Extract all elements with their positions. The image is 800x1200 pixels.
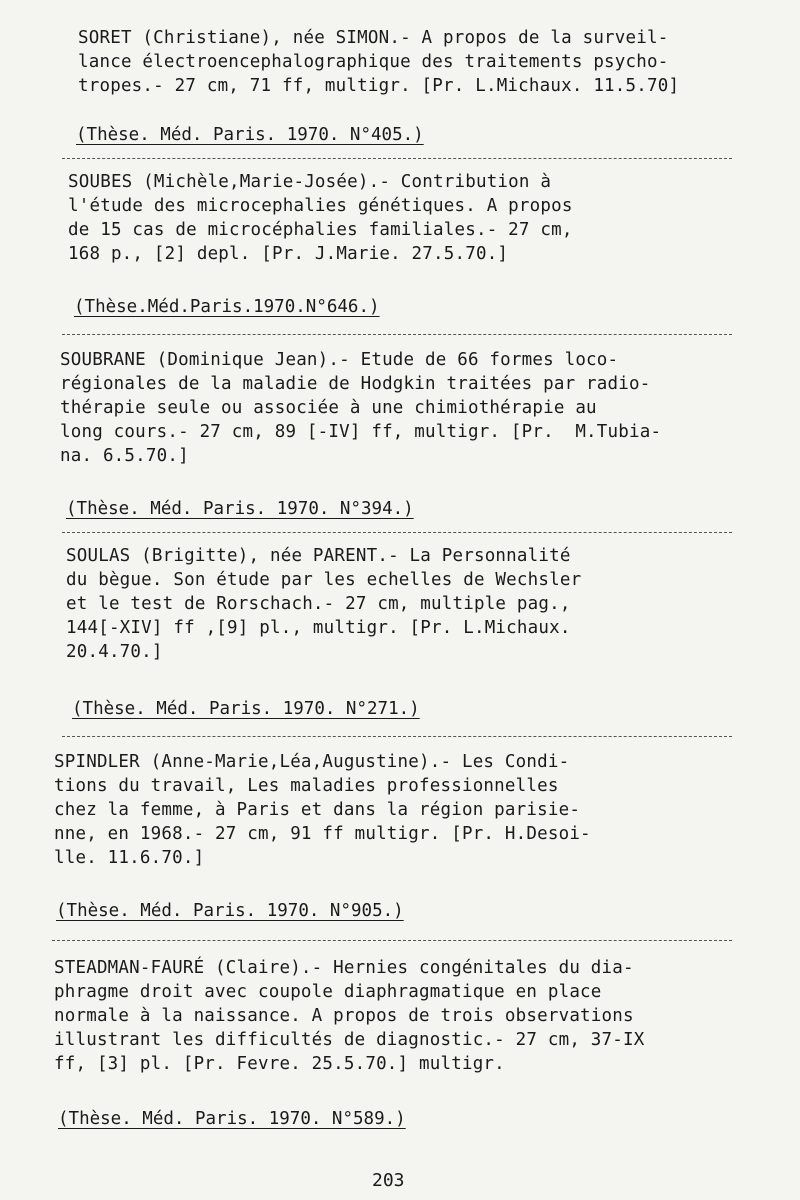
thesis-reference: (Thèse. Méd. Paris. 1970. N°405.) xyxy=(76,125,424,145)
thesis-entry-spindler xyxy=(54,750,591,870)
thesis-reference: (Thèse. Méd. Paris. 1970. N°271.) xyxy=(72,699,420,719)
divider xyxy=(62,334,732,335)
divider xyxy=(62,532,732,533)
entry-line: et le test de Rorschach.- 27 cm, multiple pag., xyxy=(66,594,571,614)
thesis-entry-soubes xyxy=(68,170,573,266)
entry-line: lance électroencephalographique des traitements psycho- xyxy=(78,52,669,72)
entry-line: SOUBRANE (Dominique Jean).- Etude de 66 formes loco- xyxy=(60,350,619,370)
entry-line: de 15 cas de microcéphalies familiales.- 27 cm, xyxy=(68,220,573,240)
thesis-reference: (Thèse. Méd. Paris. 1970. N°394.) xyxy=(66,499,414,519)
thesis-reference: (Thèse. Méd. Paris. 1970. N°589.) xyxy=(58,1109,406,1129)
entry-line: na. 6.5.70.] xyxy=(60,446,189,466)
entry-line: normale à la naissance. A propos de trois observations xyxy=(54,1006,634,1026)
thesis-reference: (Thèse. Méd. Paris. 1970. N°905.) xyxy=(56,901,404,921)
entry-line: nne, en 1968.- 27 cm, 91 ff multigr. [Pr. H.Desoi- xyxy=(54,824,591,844)
entry-line: l'étude des microcephalies génétiques. A propos xyxy=(68,196,573,216)
entry-line: STEADMAN-FAURÉ (Claire).- Hernies congénitales du dia- xyxy=(54,958,634,978)
entry-line: 144[-XIV] ff ,[9] pl., multigr. [Pr. L.Michaux. xyxy=(66,618,571,638)
entry-line: régionales de la maladie de Hodgkin traitées par radio- xyxy=(60,374,651,394)
entry-line: SOUBES (Michèle,Marie-Josée).- Contribution à xyxy=(68,172,552,192)
thesis-reference: (Thèse.Méd.Paris.1970.N°646.) xyxy=(74,297,380,317)
entry-line: tropes.- 27 cm, 71 ff, multigr. [Pr. L.Michaux. 11.5.70] xyxy=(78,76,680,96)
thesis-entry-soret xyxy=(78,26,679,98)
entry-line: tions du travail, Les maladies professionnelles xyxy=(54,776,559,796)
entry-line: SORET (Christiane), née SIMON.- A propos de la surveil- xyxy=(78,28,669,48)
divider xyxy=(62,736,732,737)
thesis-entry-soubrane xyxy=(60,348,661,468)
entry-line: SOULAS (Brigitte), née PARENT.- La Personnalité xyxy=(66,546,571,566)
thesis-entry-soulas xyxy=(66,544,581,664)
entry-line: long cours.- 27 cm, 89 [-IV] ff, multigr. [Pr. M.Tubia- xyxy=(60,422,662,442)
entry-line: ff, [3] pl. [Pr. Fevre. 25.5.70.] multigr. xyxy=(54,1054,505,1074)
divider xyxy=(52,940,732,941)
entry-line: 20.4.70.] xyxy=(66,642,163,662)
entry-line: du bègue. Son étude par les echelles de Wechsler xyxy=(66,570,582,590)
entry-line: thérapie seule ou associée à une chimiothérapie au xyxy=(60,398,597,418)
divider xyxy=(62,158,732,159)
entry-line: chez la femme, à Paris et dans la région parisie- xyxy=(54,800,581,820)
entry-line: phragme droit avec coupole diaphragmatique en place xyxy=(54,982,602,1002)
entry-line: lle. 11.6.70.] xyxy=(54,848,205,868)
entry-line: illustrant les difficultés de diagnostic.- 27 cm, 37-IX xyxy=(54,1030,645,1050)
entry-line: SPINDLER (Anne-Marie,Léa,Augustine).- Les Condi- xyxy=(54,752,570,772)
thesis-entry-steadman-faure xyxy=(54,956,644,1076)
entry-line: 168 p., [2] depl. [Pr. J.Marie. 27.5.70.] xyxy=(68,244,509,264)
page-number: 203 xyxy=(372,1170,405,1191)
